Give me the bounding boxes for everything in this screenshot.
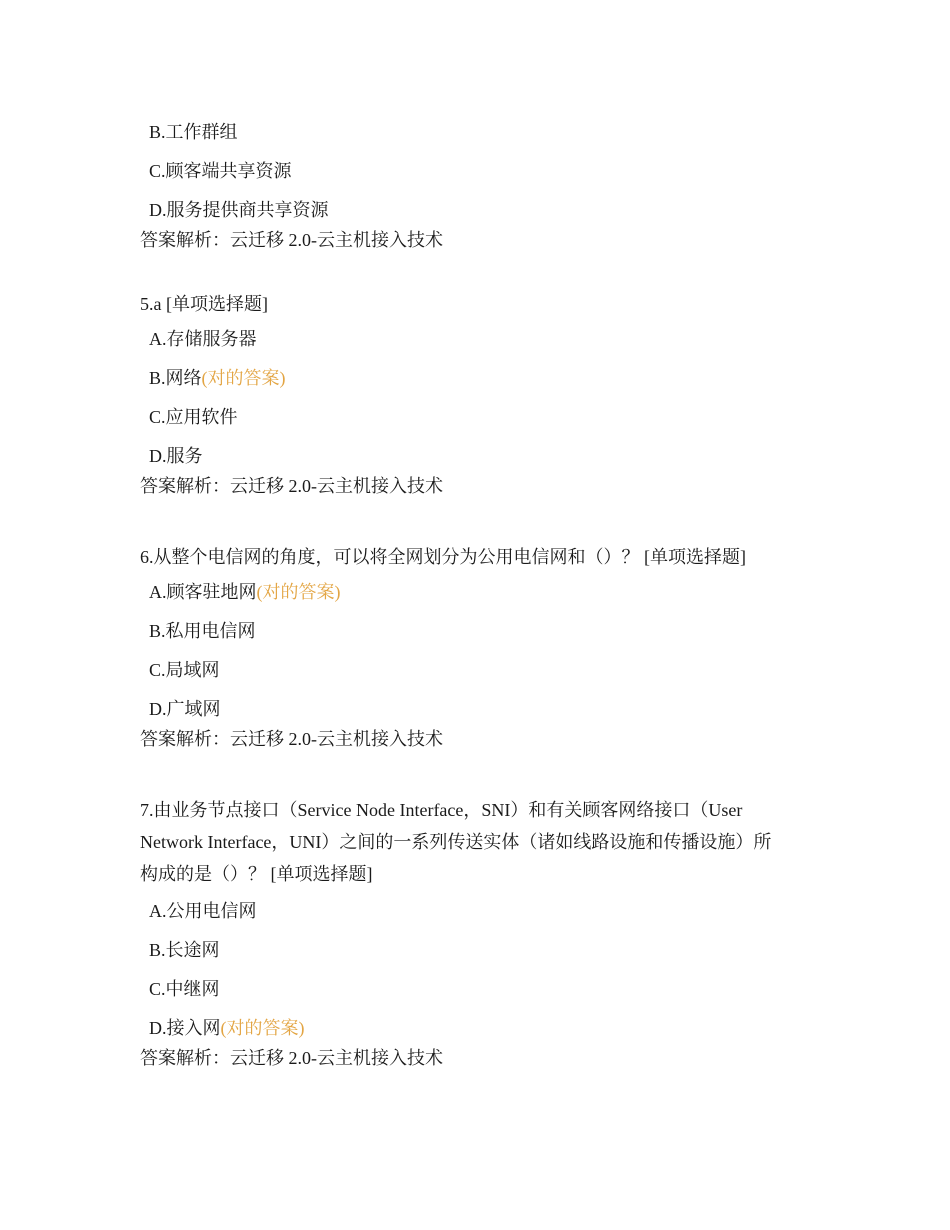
option-b	[140, 366, 820, 405]
option-text: A.存储服务器	[149, 329, 257, 349]
question-stem-line: 7.由业务节点接口（Service Node Interface，SNI）和有关顾客网络接口（User	[140, 800, 743, 820]
option-c	[140, 405, 820, 444]
option-d	[140, 1016, 820, 1046]
option-c	[140, 977, 820, 1016]
option-text: D.接入网	[149, 1018, 221, 1038]
option-d	[140, 444, 820, 474]
question-stem	[140, 794, 820, 890]
question-stem: 5.a [单项选择题]	[140, 294, 268, 314]
option-text: C.顾客端共享资源	[149, 161, 292, 181]
option-text: D.广域网	[149, 699, 221, 719]
option-b	[140, 120, 820, 159]
question-stem-line: 构成的是（）？ [单项选择题]	[140, 864, 373, 884]
question-block-7	[140, 794, 820, 1070]
option-d	[140, 697, 820, 727]
correct-answer-marker: (对的答案)	[201, 368, 286, 388]
option-text: A.公用电信网	[149, 901, 257, 921]
question-block-5	[140, 288, 820, 498]
correct-answer-marker: (对的答案)	[220, 1018, 305, 1038]
option-a	[140, 327, 820, 366]
option-c	[140, 159, 820, 198]
option-c	[140, 658, 820, 697]
question-stem: 6.从整个电信网的角度，可以将全网划分为公用电信网和（）？ [单项选择题]	[140, 547, 746, 567]
option-text: B.长途网	[149, 940, 220, 960]
correct-answer-marker: (对的答案)	[256, 582, 341, 602]
option-b	[140, 938, 820, 977]
option-text: D.服务提供商共享资源	[149, 200, 329, 220]
answer-analysis: 答案解析：云迁移 2.0-云主机接入技术	[140, 476, 443, 496]
answer-analysis: 答案解析：云迁移 2.0-云主机接入技术	[140, 729, 443, 749]
option-a	[140, 899, 820, 938]
option-b	[140, 619, 820, 658]
option-a	[140, 580, 820, 619]
option-text: C.局域网	[149, 660, 220, 680]
option-text: B.网络	[149, 368, 202, 388]
question-stem-line: Network Interface，UNI）之间的一系列传送实体（诸如线路设施和传播设施）所	[140, 832, 772, 852]
option-text: A.顾客驻地网	[149, 582, 257, 602]
question-block-4	[140, 120, 820, 252]
option-text: B.工作群组	[149, 122, 238, 142]
option-text: D.服务	[149, 446, 203, 466]
option-text: C.应用软件	[149, 407, 238, 427]
answer-analysis: 答案解析：云迁移 2.0-云主机接入技术	[140, 1048, 443, 1068]
question-block-6	[140, 541, 820, 751]
answer-analysis: 答案解析：云迁移 2.0-云主机接入技术	[140, 230, 443, 250]
option-text: C.中继网	[149, 979, 220, 999]
option-d	[140, 198, 820, 228]
option-text: B.私用电信网	[149, 621, 256, 641]
